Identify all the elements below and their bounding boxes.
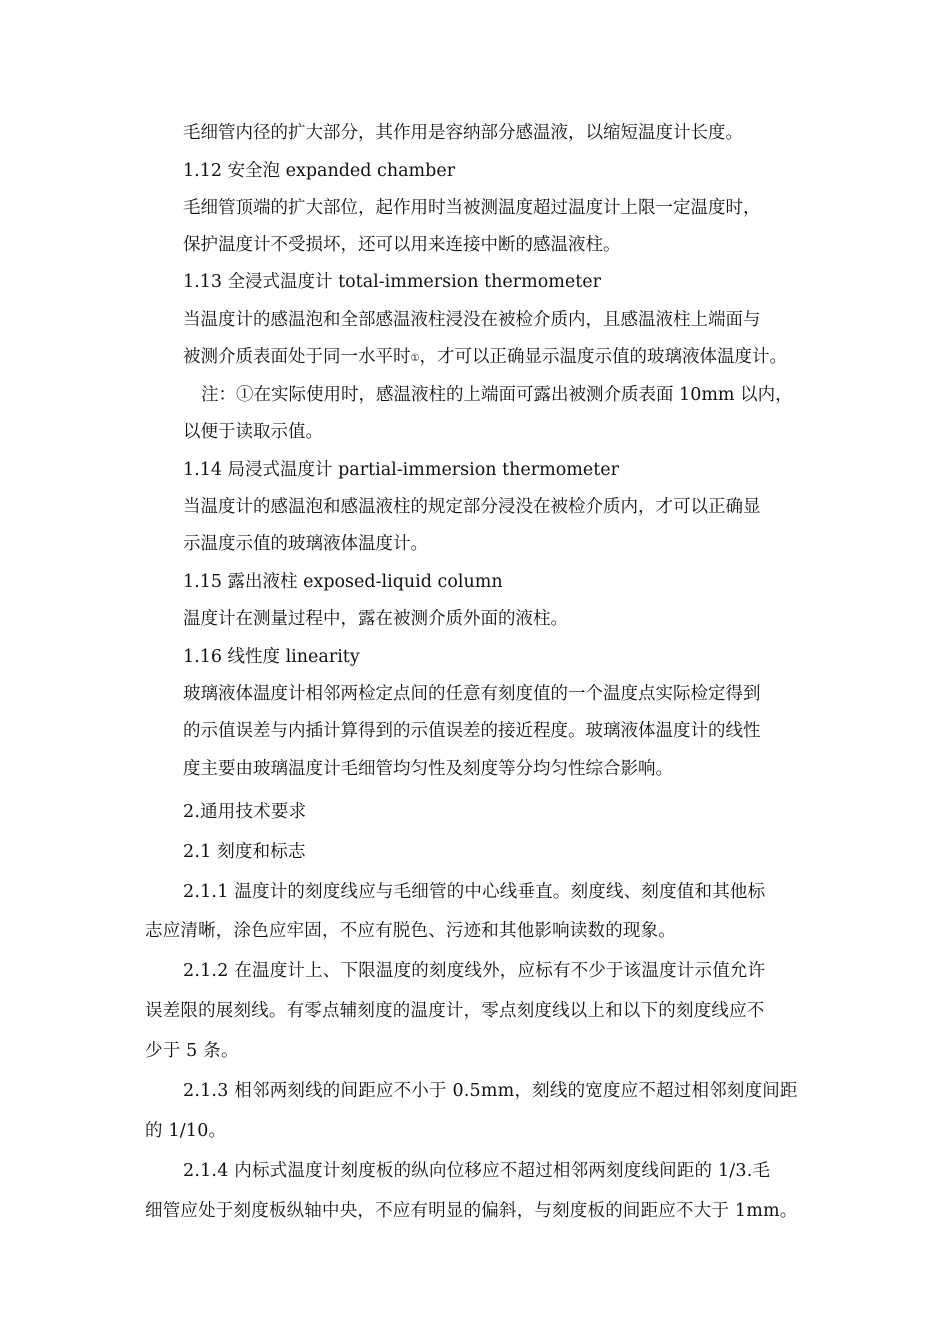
section-2-1-heading: 2.1 刻度和标志 — [183, 842, 306, 862]
s113-note-line-2: 以便于读取示值。 — [183, 422, 323, 442]
s113-note-line-1: 注：①在实际使用时，感温液柱的上端面可露出被测介质表面 10mm 以内， — [201, 385, 793, 405]
s114-line-1: 当温度计的感温泡和感温液柱的规定部分浸没在被检介质内，才可以正确显 — [183, 497, 761, 517]
s113-line-2 — [183, 345, 787, 372]
p214-line-1: 2.1.4 内标式温度计刻度板的纵向位移应不超过相邻两刻度线间距的 1/3.毛 — [183, 1161, 771, 1181]
p212-line-2: 误差限的展刻线。有零点辅刻度的温度计，零点刻度线以上和以下的刻度线应不 — [145, 1001, 765, 1021]
s111-line-1: 毛细管内径的扩大部分，其作用是容纳部分感温液，以缩短温度计长度。 — [183, 123, 743, 143]
p213-line-1: 2.1.3 相邻两刻线的间距应不小于 0.5mm，刻线的宽度应不超过相邻刻度间距 — [183, 1081, 798, 1101]
s116-heading: 1.16 线性度 linearity — [183, 647, 360, 667]
s113-line-2a: 被测介质表面处于同一水平时 — [183, 347, 411, 367]
s115-heading: 1.15 露出液柱 exposed-liquid column — [183, 572, 503, 592]
p211-line-1: 2.1.1 温度计的刻度线应与毛细管的中心线垂直。刻度线、刻度值和其他标 — [183, 882, 766, 902]
s113-line-1: 当温度计的感温泡和全部感温液柱浸没在被检介质内，且感温液柱上端面与 — [183, 310, 761, 330]
s115-line-1: 温度计在测量过程中，露在被测介质外面的液柱。 — [183, 609, 568, 629]
s112-heading: 1.12 安全泡 expanded chamber — [183, 161, 456, 181]
p213-line-2: 的 1/10。 — [145, 1121, 227, 1141]
s114-line-2: 示温度示值的玻璃液体温度计。 — [183, 534, 428, 554]
s112-line-1: 毛细管顶端的扩大部位，起作用时当被测温度超过温度计上限一定温度时， — [183, 198, 761, 218]
footnote-marker: ① — [410, 353, 420, 364]
s116-line-3: 度主要由玻璃温度计毛细管均匀性及刻度等分均匀性综合影响。 — [183, 759, 673, 779]
p214-line-2: 细管应处于刻度板纵轴中央，不应有明显的偏斜，与刻度板的间距应不大于 1mm。 — [145, 1201, 798, 1221]
s112-line-2: 保护温度计不受损坏，还可以用来连接中断的感温液柱。 — [183, 235, 621, 255]
s113-heading: 1.13 全浸式温度计 total-immersion thermometer — [183, 272, 601, 292]
s116-line-2: 的示值误差与内插计算得到的示值误差的接近程度。玻璃液体温度计的线性 — [183, 721, 761, 741]
s113-line-2b: ，才可以正确显示温度示值的玻璃液体温度计。 — [419, 347, 787, 367]
s116-line-1: 玻璃液体温度计相邻两检定点间的任意有刻度值的一个温度点实际检定得到 — [183, 684, 761, 704]
section-2-heading: 2.通用技术要求 — [183, 802, 307, 822]
p211-line-2: 志应清晰，涂色应牢固，不应有脱色、污迹和其他影响读数的现象。 — [145, 921, 676, 941]
p212-line-1: 2.1.2 在温度计上、下限温度的刻度线外，应标有不少于该温度计示值允许 — [183, 961, 766, 981]
p212-line-3: 少于 5 条。 — [145, 1041, 239, 1061]
s114-heading: 1.14 局浸式温度计 partial-immersion thermometer — [183, 460, 619, 480]
